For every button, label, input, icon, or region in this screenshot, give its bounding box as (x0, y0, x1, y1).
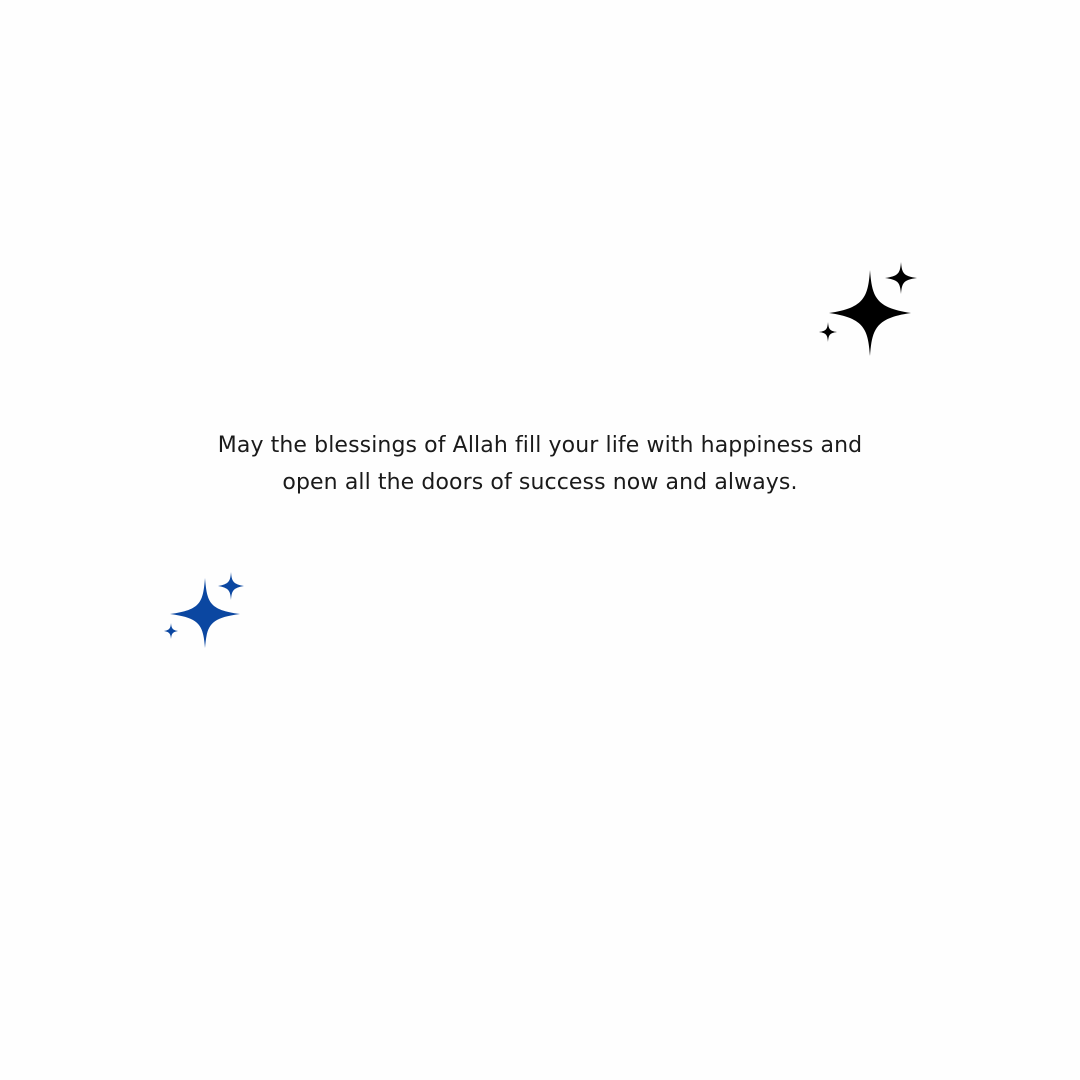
tiny-star-icon (164, 623, 178, 639)
greeting-message (140, 427, 940, 501)
tiny-star-icon (819, 322, 837, 342)
sparkles-icon (160, 570, 250, 650)
small-star-icon (218, 572, 244, 600)
message-line-1: May the blessings of Allah fill your life with happiness and (217, 433, 863, 458)
sparkles-icon (815, 258, 925, 358)
message-line-2: open all the doors of success now and always. (282, 470, 798, 495)
small-star-icon (885, 262, 917, 294)
